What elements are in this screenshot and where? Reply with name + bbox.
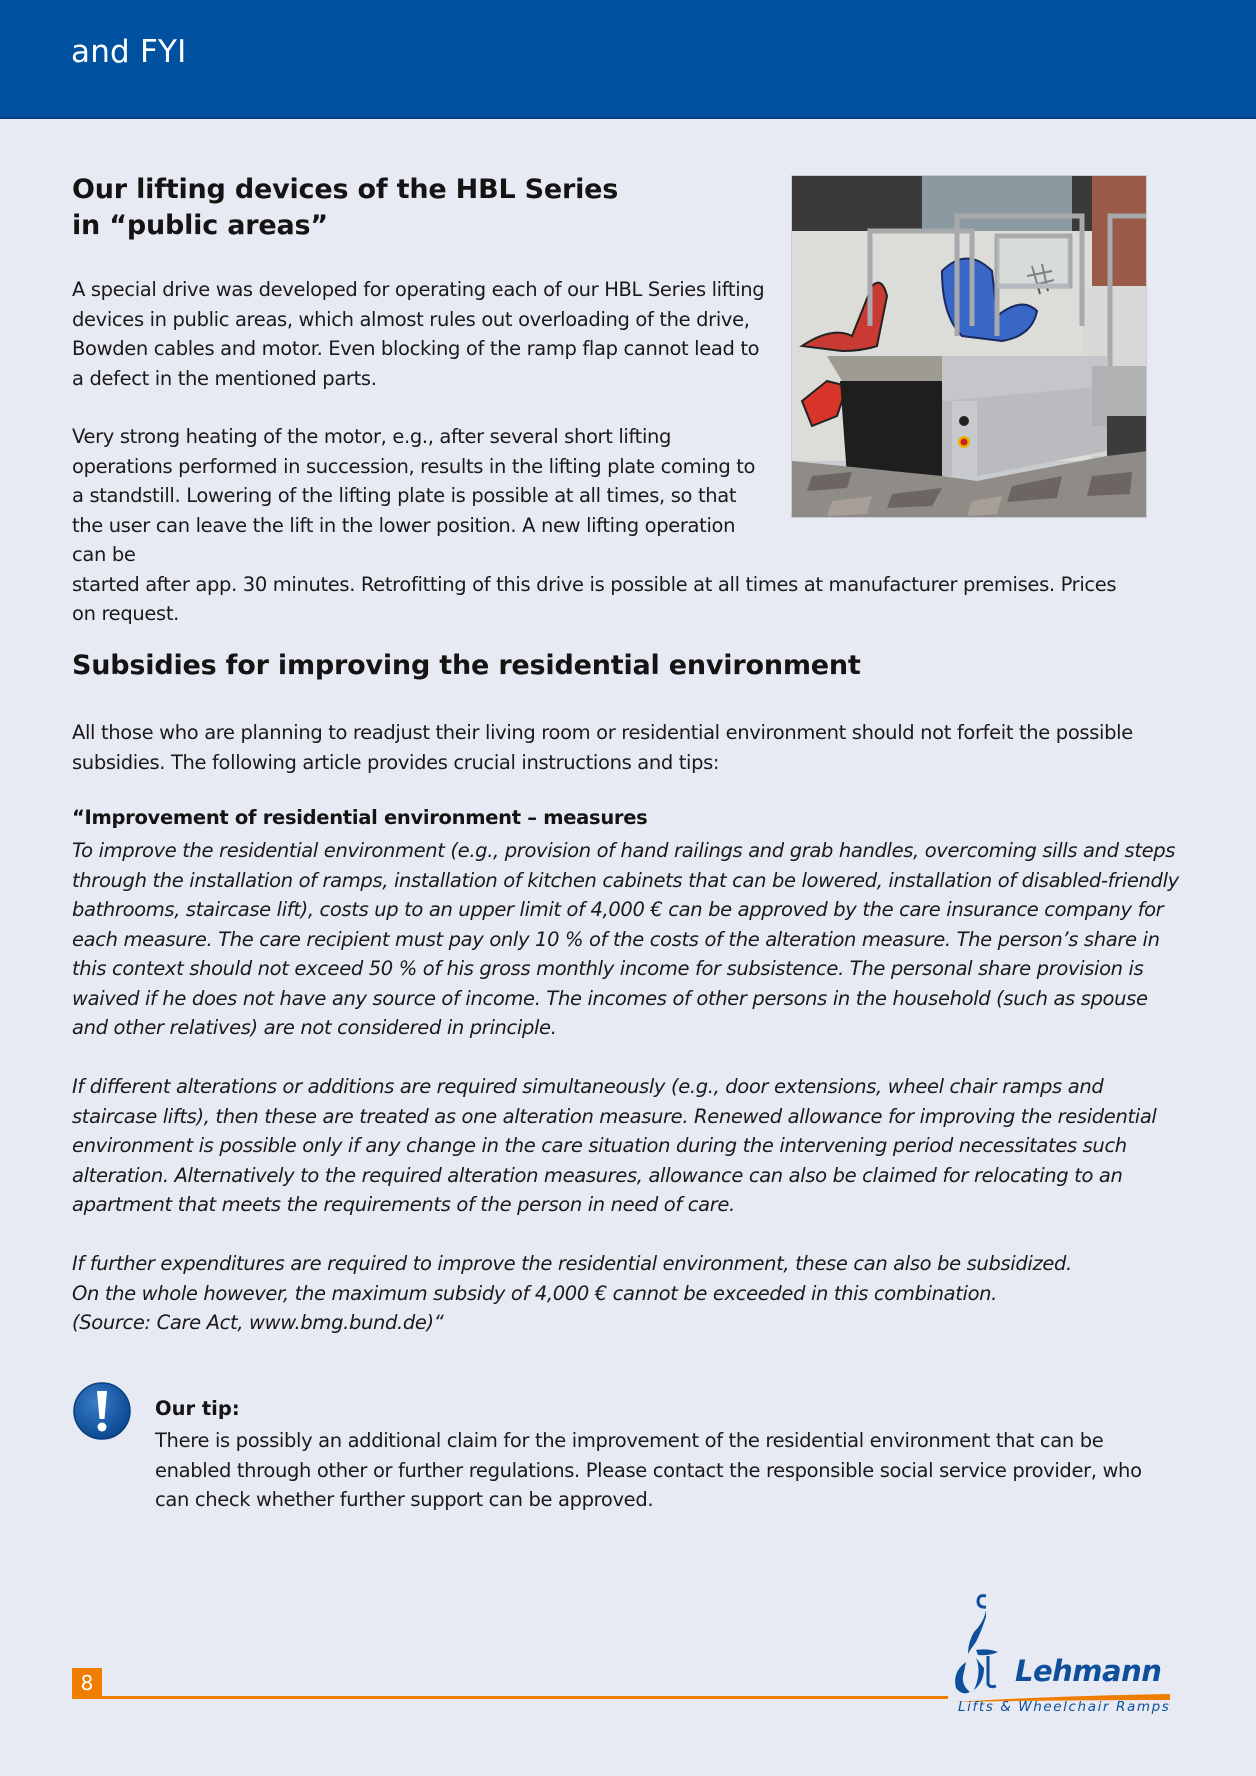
section1-paragraph2-wrapped: Very strong heating of the motor, e.g., after several short lifting operations performed in succession, results in the lifting plate coming to a standstill. Lowering of the lifting plate is possible at all times, so that the user can leave the lift in the lower position. A new lifting operation can be bbox=[72, 425, 756, 566]
section-title: and FYI bbox=[71, 34, 187, 70]
footer-divider bbox=[72, 1696, 948, 1699]
quote-paragraph3-line2: On the whole however, the maximum subsidy of 4,000 € cannot be exceeded in this combination. bbox=[72, 1281, 998, 1305]
section2-title: Subsidies for improving the residential environment bbox=[72, 650, 861, 681]
quote-paragraph1: To improve the residential environment (e.g., provision of hand railings and grab handles, overcoming sills and steps through the installation of ramps, installation of kitchen cabinets that can be lowered, installation of disabled-friendly bathrooms, staircase lift), costs up to an upper limit of 4,000 € can be approved by the care insurance company for each measure. The care recipient must pay only 10 % of the costs of the alteration measure. The person’s share in this context should not exceed 50 % of his gross monthly income for subsistence. The personal share provision is waived if he does not have any source of income. The incomes of other persons in the household (such as spouse and other relatives) are not considered in principle. bbox=[72, 839, 1179, 1039]
section1-title bbox=[72, 172, 692, 244]
lift-photo bbox=[791, 175, 1147, 518]
section1-title-line2: in “public areas” bbox=[72, 210, 328, 241]
wheelchair-user-icon bbox=[948, 1592, 1018, 1702]
logo-brand: Lehmann bbox=[1015, 1654, 1162, 1688]
section2-intro: All those who are planning to readjust their living room or residential environment should not forfeit the possible subsidies. The following article provides crucial instructions and tips: bbox=[72, 721, 1133, 774]
quote-title: “Improvement of residential environment – measures bbox=[72, 806, 648, 829]
lift-photo-illustration bbox=[792, 176, 1147, 518]
lehmann-logo bbox=[948, 1592, 1174, 1716]
header-band bbox=[0, 0, 1256, 119]
logo-tagline: Lifts & Wheelchair Ramps bbox=[958, 1699, 1171, 1715]
tip-title: Our tip: bbox=[155, 1397, 240, 1420]
section1-paragraph1: A special drive was developed for operating each of our HBL Series lifting devices in public areas, which almost rules out overloading of the drive, Bowden cables and motor. Even blocking of the ramp flap cannot lead to a defect in the mentioned parts. bbox=[72, 278, 765, 390]
section1-title-line1: Our lifting devices of the HBL Series bbox=[72, 174, 619, 205]
quote-paragraph2: If different alterations or additions are required simultaneously (e.g., door extensions, wheel chair ramps and staircase lifts), then these are treated as one alteration measure. Renewed allowance for improving the residential environment is possible only if any change in the care situation during the intervening period necessitates such alteration. Alternatively to the required alteration measures, allowance can also be claimed for relocating to an apartment that meets the requirements of the person in need of care. bbox=[72, 1075, 1157, 1216]
tip-body: There is possibly an additional claim for the improvement of the residential environment that can be enabled through other or further regulations. Please contact the responsible social service provider, who can check whether further support can be approved. bbox=[155, 1429, 1142, 1511]
page-number: 8 bbox=[72, 1668, 102, 1699]
section1-paragraph2-full: started after app. 30 minutes. Retrofitting of this drive is possible at all times at manufacturer premises. Prices on request. bbox=[72, 572, 1117, 625]
exclamation-icon bbox=[72, 1381, 132, 1441]
quote-source: (Source: Care Act, www.bmg.bund.de)“ bbox=[72, 1311, 444, 1334]
quote-paragraph3 bbox=[72, 1249, 1182, 1338]
quote-paragraph3-line1: If further expenditures are required to improve the residential environment, these can also be subsidized. bbox=[72, 1252, 1072, 1275]
